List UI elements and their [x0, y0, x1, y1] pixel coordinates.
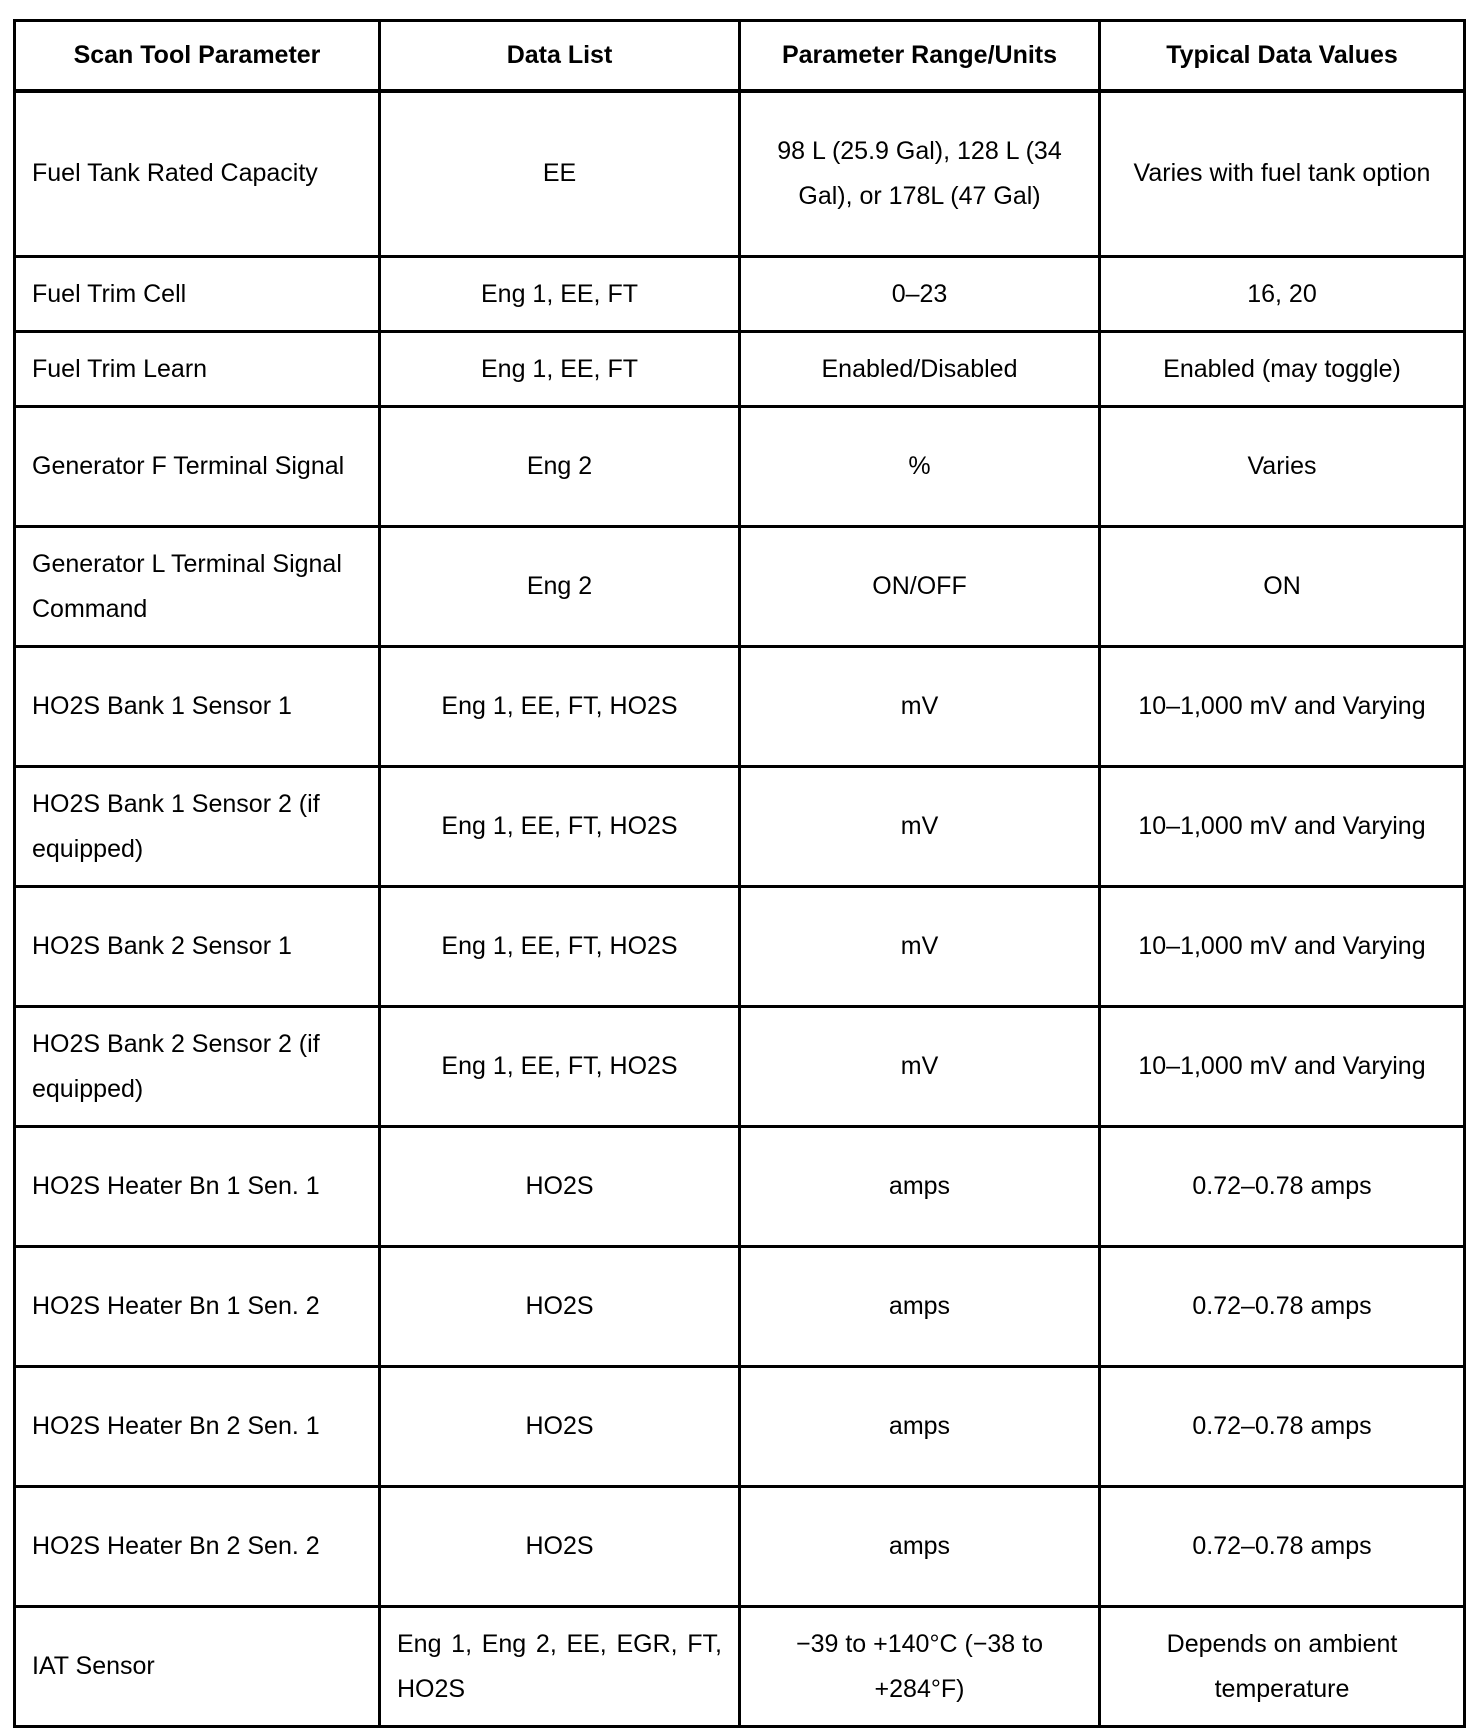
table-row: [15, 407, 1465, 527]
parameter-cell: HO2S Bank 1 Sensor 2 (if equipped): [15, 767, 380, 887]
data-list-cell: EE: [380, 91, 740, 257]
range-units-cell: mV: [740, 647, 1100, 767]
parameter-cell: HO2S Heater Bn 2 Sen. 2: [15, 1487, 380, 1607]
typical-value-cell: 0.72–0.78 amps: [1100, 1127, 1465, 1247]
typical-value-cell: 0.72–0.78 amps: [1100, 1367, 1465, 1487]
data-list-cell: Eng 1, Eng 2, EE, EGR, FT, HO2S: [380, 1607, 740, 1727]
typical-value-cell: Depends on ambient temperature: [1100, 1607, 1465, 1727]
table-row: [15, 1247, 1465, 1367]
parameter-cell: IAT Sensor: [15, 1607, 380, 1727]
typical-value-cell: Varies with fuel tank option: [1100, 91, 1465, 257]
parameter-cell: Fuel Trim Learn: [15, 332, 380, 407]
parameter-cell: Fuel Trim Cell: [15, 257, 380, 332]
parameter-cell: HO2S Heater Bn 1 Sen. 1: [15, 1127, 380, 1247]
parameter-cell: HO2S Bank 2 Sensor 2 (if equipped): [15, 1007, 380, 1127]
range-units-cell: 0–23: [740, 257, 1100, 332]
data-list-cell: Eng 2: [380, 527, 740, 647]
table-row: [15, 257, 1465, 332]
typical-value-cell: Varies: [1100, 407, 1465, 527]
header-row: [15, 21, 1465, 91]
table-row: [15, 1487, 1465, 1607]
parameter-cell: Generator F Terminal Signal: [15, 407, 380, 527]
range-units-cell: amps: [740, 1127, 1100, 1247]
parameter-cell: Generator L Terminal Signal Command: [15, 527, 380, 647]
typical-value-cell: 16, 20: [1100, 257, 1465, 332]
parameter-cell: HO2S Heater Bn 1 Sen. 2: [15, 1247, 380, 1367]
range-units-cell: amps: [740, 1247, 1100, 1367]
scan-tool-data-table: [13, 19, 1466, 1728]
table-row: [15, 1607, 1465, 1727]
data-list-cell: Eng 1, EE, FT: [380, 257, 740, 332]
range-units-cell: mV: [740, 887, 1100, 1007]
data-list-cell: HO2S: [380, 1487, 740, 1607]
data-list-cell: Eng 2: [380, 407, 740, 527]
typical-value-cell: 0.72–0.78 amps: [1100, 1487, 1465, 1607]
typical-value-cell: ON: [1100, 527, 1465, 647]
range-units-cell: %: [740, 407, 1100, 527]
table-row: [15, 1127, 1465, 1247]
data-list-cell: Eng 1, EE, FT, HO2S: [380, 1007, 740, 1127]
typical-value-cell: 10–1,000 mV and Varying: [1100, 1007, 1465, 1127]
data-list-cell: Eng 1, EE, FT, HO2S: [380, 767, 740, 887]
parameter-cell: HO2S Bank 2 Sensor 1: [15, 887, 380, 1007]
typical-value-cell: 10–1,000 mV and Varying: [1100, 647, 1465, 767]
table-row: [15, 527, 1465, 647]
typical-value-cell: 0.72–0.78 amps: [1100, 1247, 1465, 1367]
range-units-cell: ON/OFF: [740, 527, 1100, 647]
table-row: [15, 647, 1465, 767]
range-units-cell: mV: [740, 767, 1100, 887]
range-units-cell: mV: [740, 1007, 1100, 1127]
typical-value-cell: Enabled (may toggle): [1100, 332, 1465, 407]
table-row: [15, 1367, 1465, 1487]
table-row: [15, 887, 1465, 1007]
data-list-cell: Eng 1, EE, FT, HO2S: [380, 647, 740, 767]
header-scan-tool-parameter: Scan Tool Parameter: [15, 21, 380, 91]
typical-value-cell: 10–1,000 mV and Varying: [1100, 887, 1465, 1007]
table-row: [15, 91, 1465, 257]
table-row: [15, 1007, 1465, 1127]
range-units-cell: Enabled/Disabled: [740, 332, 1100, 407]
parameter-cell: Fuel Tank Rated Capacity: [15, 91, 380, 257]
typical-value-cell: 10–1,000 mV and Varying: [1100, 767, 1465, 887]
parameter-cell: HO2S Heater Bn 2 Sen. 1: [15, 1367, 380, 1487]
data-list-cell: HO2S: [380, 1127, 740, 1247]
data-list-cell: HO2S: [380, 1247, 740, 1367]
data-list-cell: Eng 1, EE, FT: [380, 332, 740, 407]
range-units-cell: −39 to +140°C (−38 to +284°F): [740, 1607, 1100, 1727]
range-units-cell: 98 L (25.9 Gal), 128 L (34 Gal), or 178L (47 Gal): [740, 91, 1100, 257]
data-list-cell: HO2S: [380, 1367, 740, 1487]
header-parameter-range-units: Parameter Range/Units: [740, 21, 1100, 91]
range-units-cell: amps: [740, 1487, 1100, 1607]
parameter-cell: HO2S Bank 1 Sensor 1: [15, 647, 380, 767]
range-units-cell: amps: [740, 1367, 1100, 1487]
table-row: [15, 767, 1465, 887]
header-data-list: Data List: [380, 21, 740, 91]
header-typical-data-values: Typical Data Values: [1100, 21, 1465, 91]
table-row: [15, 332, 1465, 407]
data-list-cell: Eng 1, EE, FT, HO2S: [380, 887, 740, 1007]
